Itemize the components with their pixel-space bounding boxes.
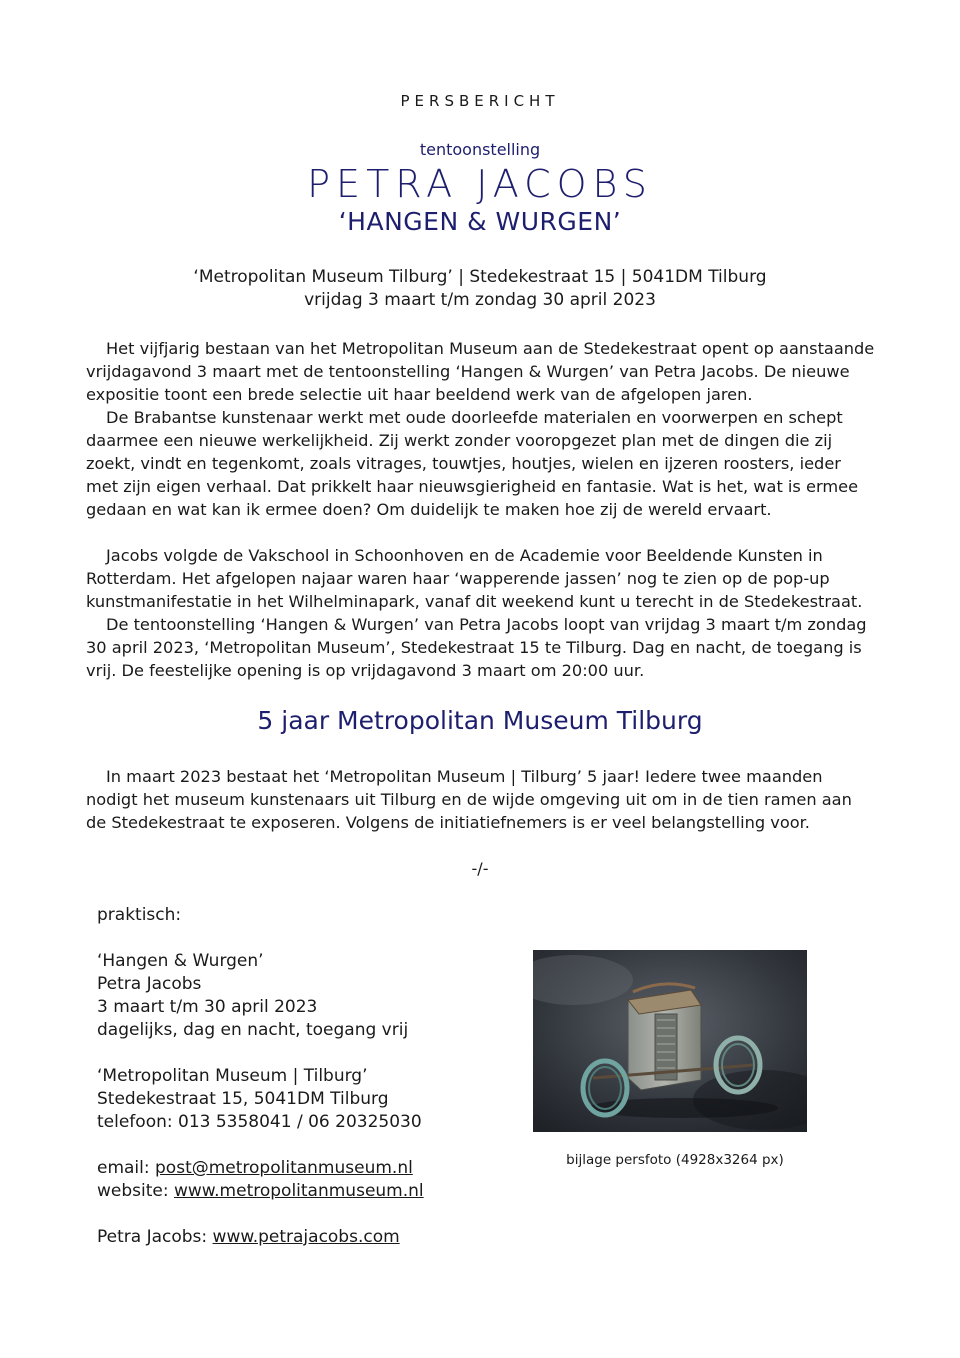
section-body (86, 765, 876, 834)
document-kicker: PERSBERICHT (400, 92, 560, 110)
website-row (97, 1180, 517, 1203)
email-link[interactable]: post@metropolitanmuseum.nl (155, 1158, 413, 1178)
artist-site-row (97, 1226, 517, 1249)
artist-title: PETRA JACOBS (307, 162, 653, 206)
artist-site-label: Petra Jacobs: (97, 1227, 213, 1247)
separator: -/- (471, 859, 489, 878)
location-line: ‘Metropolitan Museum Tilburg’ | Stedekestraat 15 | 5041DM Tilburg (193, 267, 767, 287)
paragraph: De tentoonstelling ‘Hangen & Wurgen’ van Petra Jacobs loopt van vrijdag 3 maart t/m zondag 30 april 2023, ‘Metropolitan Museum’, Stedekestraat 15 te Tilburg. Dag en nacht, de toegang is vrij. De feestelijke opening is op vrijdagavond 3 maart om 20:00 uur. (86, 615, 867, 680)
intro-body (86, 337, 876, 521)
practical-phone: telefoon: 013 5358041 / 06 20325030 (97, 1112, 422, 1132)
press-photo (533, 950, 807, 1132)
practical-access: dagelijks, dag en nacht, toegang vrij (97, 1020, 409, 1040)
practical-title: ‘Hangen & Wurgen’ (97, 951, 264, 971)
photo-caption: bijlage persfoto (4928x3264 px) (566, 1152, 784, 1168)
paragraph: Jacobs volgde de Vakschool in Schoonhoven en de Academie voor Beeldende Kunsten in Rotterdam. Het afgelopen najaar waren haar ‘wapperende jassen’ nog te zien op de pop-up kunstmanifestatie in het Wilhelminapark, vanaf dit weekend kunt u terecht in de Stedekestraat. (86, 546, 863, 611)
email-row (97, 1157, 517, 1180)
website-link[interactable]: www.metropolitanmuseum.nl (174, 1181, 424, 1201)
practical-venue: ‘Metropolitan Museum | Tilburg’ (97, 1066, 368, 1086)
practical-address: Stedekestraat 15, 5041DM Tilburg (97, 1089, 389, 1109)
paragraph: In maart 2023 bestaat het ‘Metropolitan Museum | Tilburg’ 5 jaar! Iedere twee maanden nodigt het museum kunstenaars uit Tilburg en de wijde omgeving uit om in de tien ramen aan de Stedekestraat te exposeren. Volgens de initiatiefnemers is er veel belangstelling voor. (86, 767, 852, 832)
website-label: website: (97, 1181, 174, 1201)
dates-line: vrijdag 3 maart t/m zondag 30 april 2023 (304, 290, 656, 310)
exhibition-title: ‘HANGEN & WURGEN’ (338, 207, 622, 236)
practical-label: praktisch: (97, 905, 182, 925)
section-heading: 5 jaar Metropolitan Museum Tilburg (257, 706, 703, 735)
exhibition-subtitle: tentoonstelling (419, 140, 541, 159)
practical-artist: Petra Jacobs (97, 974, 202, 994)
exhibition-meta (0, 266, 960, 312)
paragraph: De Brabantse kunstenaar werkt met oude doorleefde materialen en voorwerpen en schept daarmee een nieuwe werkelijkheid. Zij werkt zonder vooropgezet plan met de dingen die zij zoekt, vindt en tegenkomt, zoals vitrages, touwtjes, houtjes, wielen en ijzeren roosters, ieder met zijn eigen verhaal. Dat prikkelt haar nieuwsgierigheid en fantasie. Wat is het, wat is ermee gedaan en wat kan ik ermee doen? Om duidelijk te maken hoe zij de wereld ervaart. (86, 408, 859, 519)
bio-body (86, 544, 876, 682)
paragraph: Het vijfjarig bestaan van het Metropolitan Museum aan de Stedekestraat opent op aanstaande vrijdagavond 3 maart met de tentoonstelling ‘Hangen & Wurgen’ van Petra Jacobs. De nieuwe expositie toont een brede selectie uit haar beeldend werk van de afgelopen jaren. (86, 339, 875, 404)
practical-info (97, 904, 517, 1249)
artist-site-link[interactable]: www.petrajacobs.com (212, 1227, 400, 1247)
practical-dates: 3 maart t/m 30 april 2023 (97, 997, 318, 1017)
email-label: email: (97, 1158, 156, 1178)
sculpture-photo-illustration (533, 950, 807, 1132)
